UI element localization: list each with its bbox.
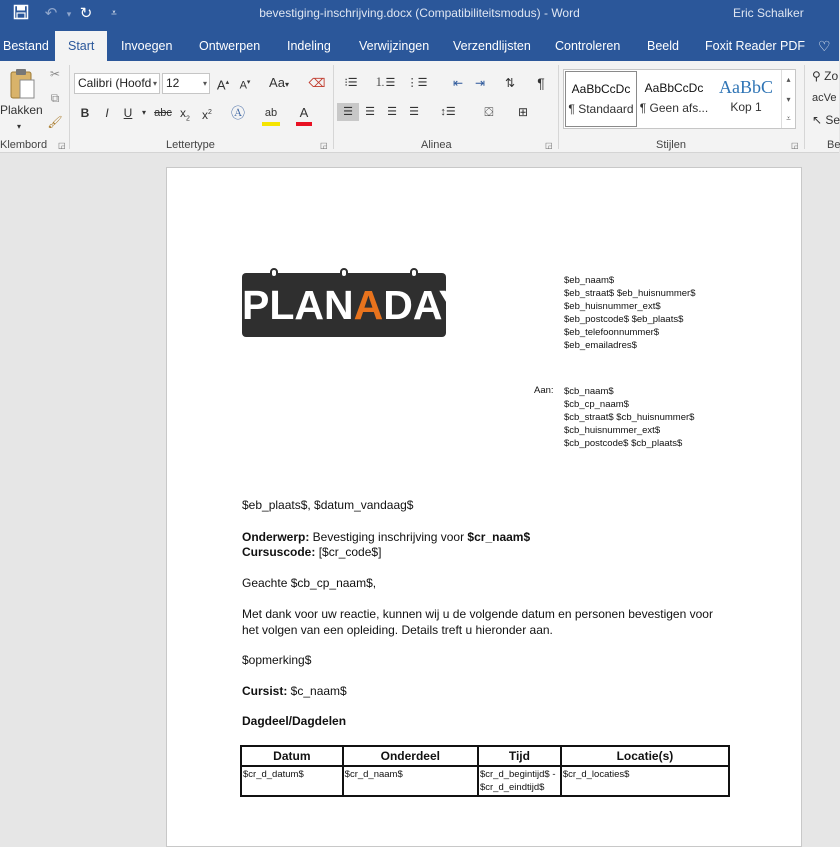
course-code-label: Cursuscode: bbox=[242, 545, 316, 559]
text-effects-icon[interactable]: Ⓐ bbox=[231, 105, 245, 121]
show-formatting-icon[interactable]: ¶ bbox=[537, 75, 545, 91]
subject-text: Bevestiging inschrijving voor bbox=[309, 530, 468, 544]
paragraph-group-label: Alinea bbox=[421, 139, 452, 151]
student-value: $c_naam$ bbox=[287, 684, 347, 698]
tab-indeling[interactable]: Indeling bbox=[287, 39, 331, 53]
clipboard-launcher-icon[interactable]: ◲ bbox=[58, 141, 66, 150]
grow-font-icon[interactable]: A▴ bbox=[216, 77, 230, 93]
tab-bestand[interactable]: Bestand bbox=[3, 39, 49, 53]
paste-icon[interactable] bbox=[6, 67, 38, 101]
paste-button-label[interactable]: Plakken bbox=[0, 103, 43, 117]
student-label: Cursist: bbox=[242, 684, 288, 698]
line-spacing-icon[interactable]: ↕☰ bbox=[440, 106, 456, 118]
borders-icon[interactable]: ⊞ bbox=[517, 105, 529, 119]
logo-ring bbox=[340, 268, 348, 278]
sender-line: $eb_postcode$ $eb_plaats$ bbox=[564, 314, 684, 325]
shrink-font-icon[interactable]: A▾ bbox=[239, 79, 251, 92]
document-canvas bbox=[0, 153, 839, 806]
recipient-label: Aan: bbox=[534, 385, 554, 396]
table-cell: $cr_d_naam$ bbox=[343, 766, 478, 796]
copy-icon[interactable]: ⧉ bbox=[50, 91, 60, 105]
recipient-line: $cb_cp_naam$ bbox=[564, 399, 629, 410]
strikethrough-button[interactable]: abc bbox=[154, 107, 172, 119]
style-geen-afstand[interactable] bbox=[638, 71, 710, 127]
style-name: ¶ Geen afs... bbox=[639, 101, 709, 115]
ribbon-tabs bbox=[0, 31, 839, 61]
numbering-icon[interactable]: ⒈☰ bbox=[374, 77, 396, 89]
font-launcher-icon[interactable]: ◲ bbox=[320, 141, 328, 150]
table-header: Locatie(s) bbox=[561, 746, 729, 766]
styles-group-label: Stijlen bbox=[656, 139, 686, 151]
sender-line: $eb_emailadres$ bbox=[564, 340, 637, 351]
salutation: Geachte $cb_cp_naam$, bbox=[242, 576, 377, 590]
sessions-table bbox=[240, 745, 730, 797]
align-left-icon[interactable]: ☰ bbox=[337, 103, 359, 121]
table-header-row bbox=[241, 746, 729, 766]
recipient-line: $cb_naam$ bbox=[564, 386, 614, 397]
ribbon bbox=[0, 61, 839, 153]
justify-icon[interactable]: ☰ bbox=[409, 106, 419, 118]
multilevel-list-icon[interactable]: ⋮☰ bbox=[406, 77, 428, 89]
clipboard-group-label: Klembord bbox=[0, 139, 48, 151]
student-line bbox=[242, 684, 732, 700]
group-divider bbox=[804, 65, 805, 149]
styles-scroll-down-icon[interactable]: ▾ bbox=[781, 90, 795, 109]
table-cell: $cr_d_locaties$ bbox=[561, 766, 729, 796]
group-divider bbox=[333, 65, 334, 149]
chevron-down-icon[interactable]: ▾ bbox=[152, 79, 157, 88]
document-page[interactable] bbox=[166, 167, 802, 847]
undo-dropdown-icon[interactable]: ▾ bbox=[66, 9, 72, 19]
styles-more-icon[interactable]: ⩡ bbox=[781, 109, 795, 128]
increase-indent-icon[interactable]: ⇥ bbox=[474, 76, 486, 90]
replace-button[interactable]: acVe bbox=[812, 92, 837, 104]
table-row bbox=[241, 766, 729, 796]
align-right-icon[interactable]: ☰ bbox=[387, 106, 397, 118]
sender-line: $eb_huisnummer_ext$ bbox=[564, 301, 661, 312]
redo-icon[interactable]: ↻ bbox=[79, 5, 93, 22]
user-name[interactable]: Eric Schalker bbox=[733, 6, 804, 20]
table-header: Onderdeel bbox=[343, 746, 478, 766]
style-name: Kop 1 bbox=[730, 100, 762, 114]
bold-button[interactable]: B bbox=[80, 106, 90, 120]
company-logo bbox=[242, 273, 467, 337]
sort-icon[interactable]: ⇅ bbox=[504, 76, 516, 90]
font-group-label: Lettertype bbox=[166, 139, 215, 151]
paragraph-launcher-icon[interactable]: ◲ bbox=[545, 141, 553, 150]
course-code-value: [$cr_code$] bbox=[315, 545, 382, 559]
decrease-indent-icon[interactable]: ⇤ bbox=[452, 76, 464, 90]
recipient-address bbox=[564, 385, 694, 450]
styles-scroll-up-icon[interactable]: ▴ bbox=[781, 70, 795, 90]
style-name: ¶ Standaard bbox=[568, 102, 634, 116]
editing-group-label: Be bbox=[827, 139, 840, 151]
tab-foxit-reader-pdf[interactable]: Foxit Reader PDF bbox=[705, 39, 806, 53]
tab-verzendlijsten[interactable]: Verzendlijsten bbox=[453, 39, 531, 53]
table-cell: $cr_d_datum$ bbox=[241, 766, 343, 796]
lightbulb-icon[interactable]: ♡ bbox=[818, 38, 831, 54]
logo-text: PLANADAY bbox=[242, 282, 467, 328]
subject-course: $cr_naam$ bbox=[467, 530, 531, 544]
tab-controleren[interactable]: Controleren bbox=[555, 39, 621, 53]
paste-dropdown-icon[interactable]: ▾ bbox=[16, 122, 21, 131]
table-header: Datum bbox=[241, 746, 343, 766]
change-case-button[interactable]: Aa▾ bbox=[269, 75, 289, 90]
customize-icon[interactable]: ⩡ bbox=[111, 8, 117, 19]
logo-ring bbox=[410, 268, 418, 278]
undo-icon[interactable]: ↶ bbox=[44, 5, 58, 22]
shading-icon[interactable]: ⛋ bbox=[484, 105, 494, 119]
style-sample: AaBbCcDc bbox=[571, 82, 631, 96]
styles-gallery bbox=[563, 69, 796, 129]
sender-line: $eb_straat$ $eb_huisnummer$ bbox=[564, 288, 696, 299]
chevron-down-icon[interactable]: ▾ bbox=[202, 79, 207, 88]
style-kop-1[interactable] bbox=[710, 71, 782, 127]
table-cell: $cr_d_begintijd$ - $cr_d_eindtijd$ bbox=[478, 766, 561, 796]
group-divider bbox=[558, 65, 559, 149]
style-sample: AaBbCcDc bbox=[644, 81, 704, 95]
tab-start[interactable]: Start bbox=[55, 31, 107, 61]
bullets-icon[interactable]: ⁝☰ bbox=[344, 77, 358, 89]
cursor-icon: ↖ bbox=[812, 113, 823, 127]
place-date: $eb_plaats$, $datum_vandaag$ bbox=[242, 498, 414, 512]
clear-formatting-icon[interactable]: ⌫ bbox=[308, 76, 326, 90]
font-name-value: Calibri (Hoofd bbox=[78, 76, 152, 90]
search-icon: ⚲ bbox=[812, 69, 821, 83]
font-name-combo[interactable] bbox=[74, 73, 160, 94]
subject-line bbox=[242, 530, 732, 546]
logo-ring bbox=[270, 268, 278, 278]
select-button[interactable]: ↖ Se bbox=[812, 113, 840, 127]
underline-button[interactable]: U bbox=[123, 106, 133, 120]
table-header: Tijd bbox=[478, 746, 561, 766]
sessions-heading: Dagdeel/Dagdelen bbox=[242, 714, 347, 728]
font-size-value: 12 bbox=[166, 76, 180, 90]
recipient-line: $cb_straat$ $cb_huisnummer$ bbox=[564, 412, 695, 423]
subject-label: Onderwerp: bbox=[242, 530, 310, 544]
superscript-button[interactable]: $x^2$ bbox=[202, 108, 212, 122]
tab-ontwerpen[interactable]: Ontwerpen bbox=[199, 39, 261, 53]
italic-button[interactable]: I bbox=[105, 106, 109, 120]
format-painter-icon[interactable]: 🖌 bbox=[47, 115, 63, 129]
underline-dropdown-icon[interactable]: ▾ bbox=[141, 108, 146, 117]
highlight-color-icon[interactable]: ab bbox=[262, 104, 280, 126]
find-button[interactable]: ⚲ Zo bbox=[812, 69, 839, 83]
intro-paragraph: Met dank voor uw reactie, kunnen wij u de volgende datum en personen bevestigen voor het volgen van een opleiding. Details treft u hieronder aan. bbox=[242, 607, 713, 637]
title-bar bbox=[0, 0, 839, 31]
replace-icon: ac bbox=[812, 92, 824, 104]
sender-address bbox=[564, 274, 696, 352]
course-code-line bbox=[242, 545, 732, 561]
tab-beeld[interactable]: Beeld bbox=[647, 39, 679, 53]
align-center-icon[interactable]: ☰ bbox=[365, 106, 375, 118]
font-color-icon[interactable]: A bbox=[296, 104, 312, 126]
cut-icon[interactable]: ✂ bbox=[49, 67, 61, 81]
remark: $opmerking$ bbox=[242, 653, 312, 667]
recipient-line: $cb_postcode$ $cb_plaats$ bbox=[564, 438, 683, 449]
group-divider bbox=[69, 65, 70, 149]
recipient-line: $cb_huisnummer_ext$ bbox=[564, 425, 661, 436]
font-size-combo[interactable] bbox=[162, 73, 210, 94]
sender-line: $eb_naam$ bbox=[564, 275, 615, 286]
sender-line: $eb_telefoonnummer$ bbox=[564, 327, 660, 338]
subscript-button[interactable]: $x_2$ bbox=[180, 106, 190, 123]
tab-invoegen[interactable]: Invoegen bbox=[121, 39, 173, 53]
style-sample: AaBbC bbox=[719, 77, 773, 97]
tab-verwijzingen[interactable]: Verwijzingen bbox=[359, 39, 430, 53]
styles-launcher-icon[interactable]: ◲ bbox=[791, 141, 799, 150]
document-title: bevestiging-inschrijving.docx (Compatibiliteitsmodus) - Word bbox=[259, 6, 580, 20]
style-standaard[interactable] bbox=[565, 71, 637, 127]
